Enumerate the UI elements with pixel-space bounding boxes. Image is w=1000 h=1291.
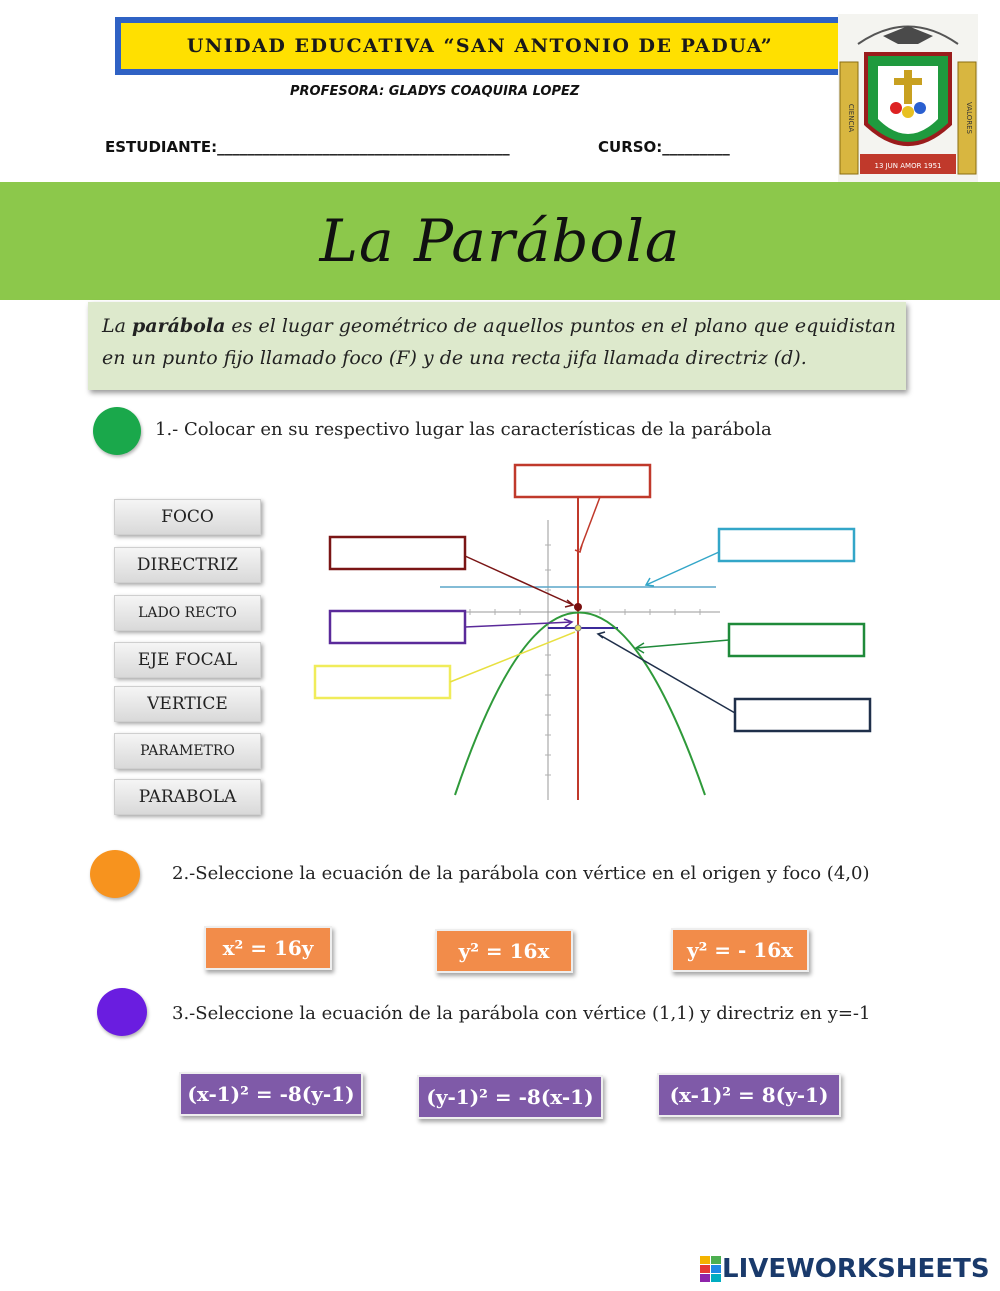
parabola-curve xyxy=(455,613,705,796)
arrow-top xyxy=(580,497,600,550)
answer-box-parabola[interactable] xyxy=(729,624,864,656)
q2-option-3[interactable]: y² = - 16x xyxy=(671,928,809,972)
label-vertice[interactable]: VERTICE xyxy=(114,686,261,722)
answer-box-vertex[interactable] xyxy=(330,537,465,569)
liveworksheets-logo-icon xyxy=(700,1256,722,1282)
footer-text: LIVEWORKSHEETS xyxy=(722,1254,990,1284)
page-title: La Parábola xyxy=(319,207,681,275)
arrow-directrix xyxy=(646,552,719,585)
answer-box-focus[interactable] xyxy=(315,666,450,698)
answer-box-directrix[interactable] xyxy=(719,529,854,561)
focus-point xyxy=(575,625,581,631)
school-name-box xyxy=(115,17,845,75)
label-eje-focal[interactable]: EJE FOCAL xyxy=(114,642,261,678)
q3-option-1[interactable]: (x-1)² = -8(y-1) xyxy=(179,1072,363,1116)
answer-box-parameter[interactable] xyxy=(735,699,870,731)
q2-option-2[interactable]: y² = 16x xyxy=(435,929,573,973)
course-field[interactable]: CURSO:_________ xyxy=(598,138,730,156)
svg-text:CIENCIA: CIENCIA xyxy=(847,103,855,133)
q3-option-3[interactable]: (x-1)² = 8(y-1) xyxy=(657,1073,841,1117)
q3-bullet xyxy=(97,988,147,1036)
svg-text:VALORES: VALORES xyxy=(965,101,973,135)
question-3-text: 3.-Seleccione la ecuación de la parábola con vértice (1,1) y directriz en y=-1 xyxy=(172,1003,871,1024)
arrow-focus xyxy=(450,632,575,682)
label-lado-recto[interactable]: LADO RECTO xyxy=(114,595,261,631)
q2-bullet xyxy=(90,850,140,898)
label-directriz[interactable]: DIRECTRIZ xyxy=(114,547,261,583)
q2-option-1[interactable]: x² = 16y xyxy=(204,926,332,970)
label-parametro[interactable]: PARAMETRO xyxy=(114,733,261,769)
answer-box-latus[interactable] xyxy=(330,611,465,643)
definition-keyword: parábola xyxy=(131,315,226,337)
q3-option-2[interactable]: (y-1)² = -8(x-1) xyxy=(417,1075,603,1119)
svg-text:13 JUN AMOR 1951: 13 JUN AMOR 1951 xyxy=(874,162,942,170)
question-2-text: 2.-Seleccione la ecuación de la parábola con vértice en el origen y foco (4,0) xyxy=(172,863,870,884)
vertex-point xyxy=(574,603,582,611)
answer-box-top[interactable] xyxy=(515,465,650,497)
label-foco[interactable]: FOCO xyxy=(114,499,261,535)
footer-brand xyxy=(700,1254,990,1284)
q1-bullet xyxy=(93,407,141,455)
student-field[interactable]: ESTUDIANTE:_______________________________________ xyxy=(105,138,510,156)
definition-box xyxy=(88,302,906,390)
arrow-latus xyxy=(465,622,572,627)
school-name: UNIDAD EDUCATIVA “SAN ANTONIO DE PADUA” xyxy=(121,23,839,69)
question-1-text: 1.- Colocar en su respectivo lugar las características de la parábola xyxy=(155,419,772,440)
title-banner xyxy=(0,182,1000,300)
teacher-name: PROFESORA: GLADYS COAQUIRA LOPEZ xyxy=(290,84,580,99)
school-crest-logo xyxy=(838,14,978,182)
arrow-parabola xyxy=(636,640,729,648)
label-parabola[interactable]: PARABOLA xyxy=(114,779,261,815)
arrow-vertex xyxy=(465,556,573,605)
definition-text: La parábola es el lugar geométrico de aquellos puntos en el plano que equidistan en un punto fijo llamado foco (F) y de una recta jifa llamada directriz (d). xyxy=(102,315,896,369)
parabola-diagram xyxy=(290,455,890,805)
